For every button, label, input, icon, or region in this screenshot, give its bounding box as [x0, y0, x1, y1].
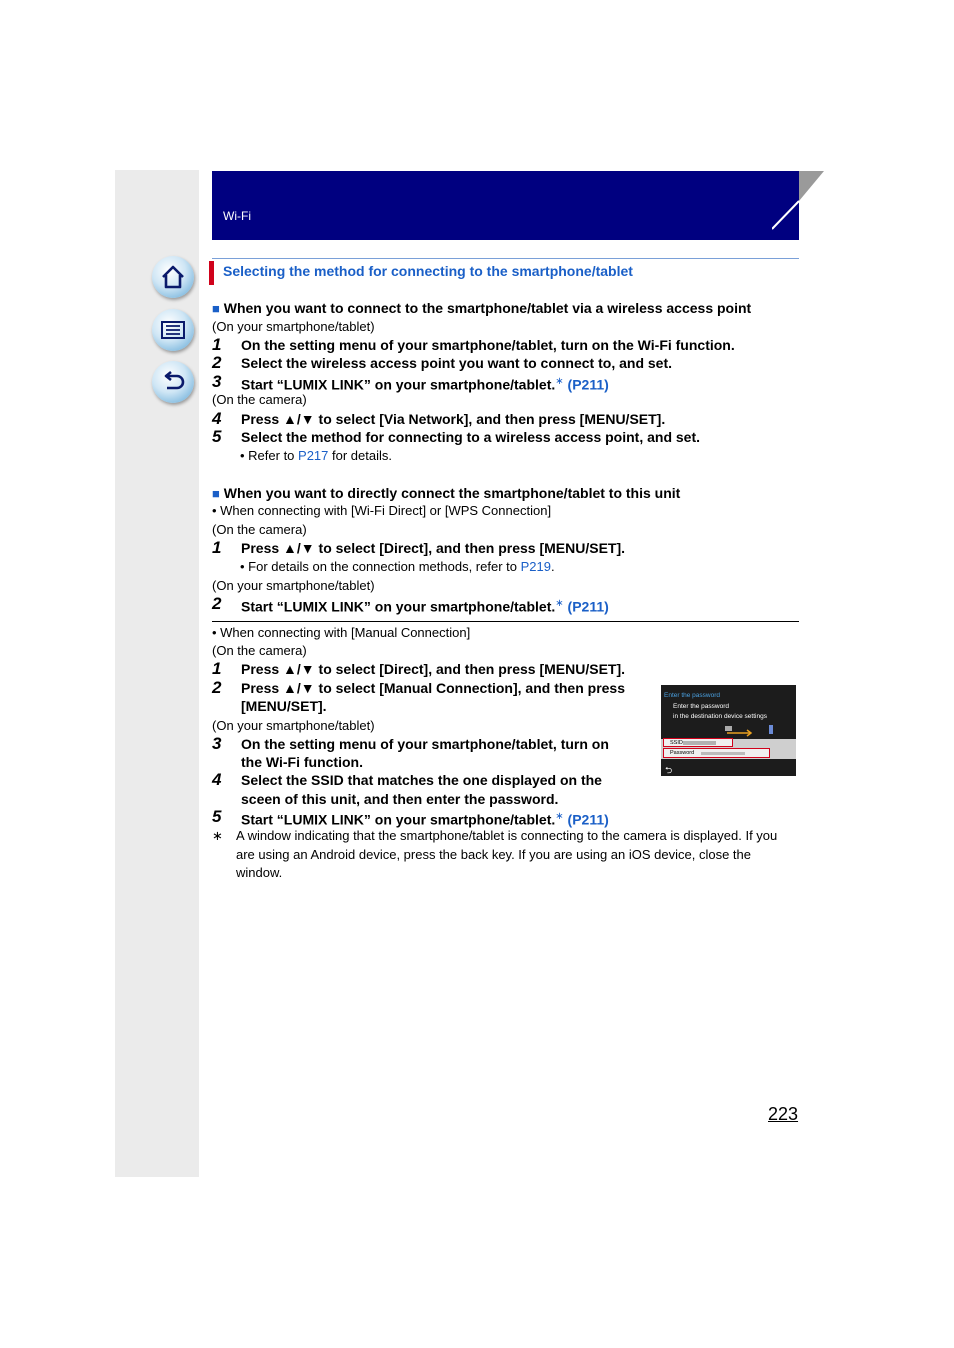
section-label: Wi-Fi: [223, 209, 251, 223]
step-number: 2: [212, 594, 222, 613]
step-number: 3: [212, 372, 222, 391]
password-field: Password: [663, 748, 770, 758]
connection-icon: [725, 725, 775, 739]
note-text: for details.: [328, 448, 392, 463]
step-text-main: Start “LUMIX LINK” on your smartphone/tablet.: [241, 811, 556, 828]
step-number: 4: [212, 770, 222, 789]
footnote-mark: ∗: [212, 828, 223, 843]
step-text: [241, 595, 609, 616]
ssid-field: SSID: [663, 738, 733, 747]
step-text-main: Start “LUMIX LINK” on your smartphone/tablet.: [241, 376, 556, 393]
step-text: sceen of this unit, and then enter the password.: [241, 791, 559, 807]
note-text: • Refer to: [240, 448, 299, 463]
step-text: Press ▲/▼ to select [Direct], and then press [MENU/SET].: [241, 540, 626, 556]
back-icon: [159, 368, 187, 396]
context-phone: (On your smartphone/tablet): [212, 578, 375, 593]
step-text: Select the method for connecting to a wireless access point, and set.: [241, 429, 701, 445]
step-number: 1: [212, 659, 222, 678]
context-camera: (On the camera): [212, 392, 307, 407]
step-number: 5: [212, 427, 222, 446]
page-link[interactable]: P217: [298, 448, 329, 463]
context-camera: (On the camera): [212, 522, 307, 537]
step-text-main: Start “LUMIX LINK” on your smartphone/tablet.: [241, 598, 556, 615]
step-text: Press ▲/▼ to select [Manual Connection], and then press: [241, 680, 626, 696]
context-camera: (On the camera): [212, 643, 307, 658]
square-bullet-icon: ■: [212, 486, 220, 501]
step-text: [MENU/SET].: [241, 698, 327, 714]
block1-heading-text: When you want to connect to the smartphone/tablet via a wireless access point: [223, 300, 752, 316]
camera-screen-image: [661, 685, 796, 776]
block2-heading-text: When you want to directly connect the smartphone/tablet to this unit: [223, 485, 681, 501]
screen-title: Enter the password: [664, 692, 721, 699]
step-text: On the setting menu of your smartphone/tablet, turn on: [241, 736, 609, 752]
footnote-mark: ∗: [555, 376, 564, 387]
menu-list-icon: [159, 316, 187, 344]
step-text: [241, 373, 609, 394]
note: [240, 448, 392, 463]
step-number: 4: [212, 409, 222, 428]
screen-line: in the destination device settings: [673, 713, 767, 720]
home-icon: [159, 263, 187, 291]
note-text: • For details on the connection methods, refer to: [240, 559, 521, 574]
block1-heading: [212, 300, 751, 316]
page-link[interactable]: P219: [520, 559, 551, 574]
back-arrow-icon: ⮌: [665, 765, 673, 775]
step-number: 2: [212, 678, 222, 697]
step-text: Press ▲/▼ to select [Direct], and then press [MENU/SET].: [241, 661, 626, 677]
step-text: the Wi-Fi function.: [241, 754, 363, 770]
page-link[interactable]: (P211): [567, 376, 609, 393]
step-number: 1: [212, 538, 222, 557]
page-link[interactable]: (P211): [567, 811, 609, 828]
back-button[interactable]: [152, 361, 194, 403]
ssid-value-blur: [683, 741, 716, 745]
password-value-blur: [701, 752, 745, 755]
step-number: 3: [212, 734, 222, 753]
square-bullet-icon: ■: [212, 301, 220, 316]
section-rule: [212, 258, 799, 259]
section-marker: [209, 261, 214, 285]
footnote-mark: ∗: [555, 598, 564, 609]
note: [240, 559, 555, 574]
section-title: Selecting the method for connecting to the smartphone/tablet: [223, 263, 633, 279]
block2-heading: [212, 485, 680, 501]
step-text: On the setting menu of your smartphone/tablet, turn on the Wi-Fi function.: [241, 337, 735, 353]
divider: [212, 621, 799, 622]
step-text: Select the SSID that matches the one displayed on the: [241, 772, 602, 788]
context-phone: (On your smartphone/tablet): [212, 718, 375, 733]
step-number: 2: [212, 353, 222, 372]
home-button[interactable]: [152, 256, 194, 298]
step-text: [241, 808, 609, 829]
footnote-mark: ∗: [555, 811, 564, 822]
step-number: 5: [212, 807, 222, 826]
context-phone: (On your smartphone/tablet): [212, 319, 375, 334]
step-text: Select the wireless access point you want to connect to, and set.: [241, 355, 673, 371]
contents-button[interactable]: [152, 309, 194, 351]
footnote-text: A window indicating that the smartphone/tablet is connecting to the camera is displayed. If you are using an Android device, press the back key. If you are using an iOS device, close the window.: [236, 828, 778, 880]
step-text: Press ▲/▼ to select [Via Network], and then press [MENU/SET].: [241, 411, 666, 427]
header-corner-decoration: [772, 171, 824, 241]
screen-line: Enter the password: [673, 703, 730, 710]
condition: • When connecting with [Wi-Fi Direct] or [WPS Connection]: [212, 503, 552, 518]
page-number: 223: [768, 1104, 799, 1124]
page-link[interactable]: (P211): [567, 598, 609, 615]
note-text: .: [550, 559, 555, 574]
step-number: 1: [212, 335, 222, 354]
condition: • When connecting with [Manual Connection]: [212, 625, 471, 640]
header-bar: [212, 171, 799, 240]
